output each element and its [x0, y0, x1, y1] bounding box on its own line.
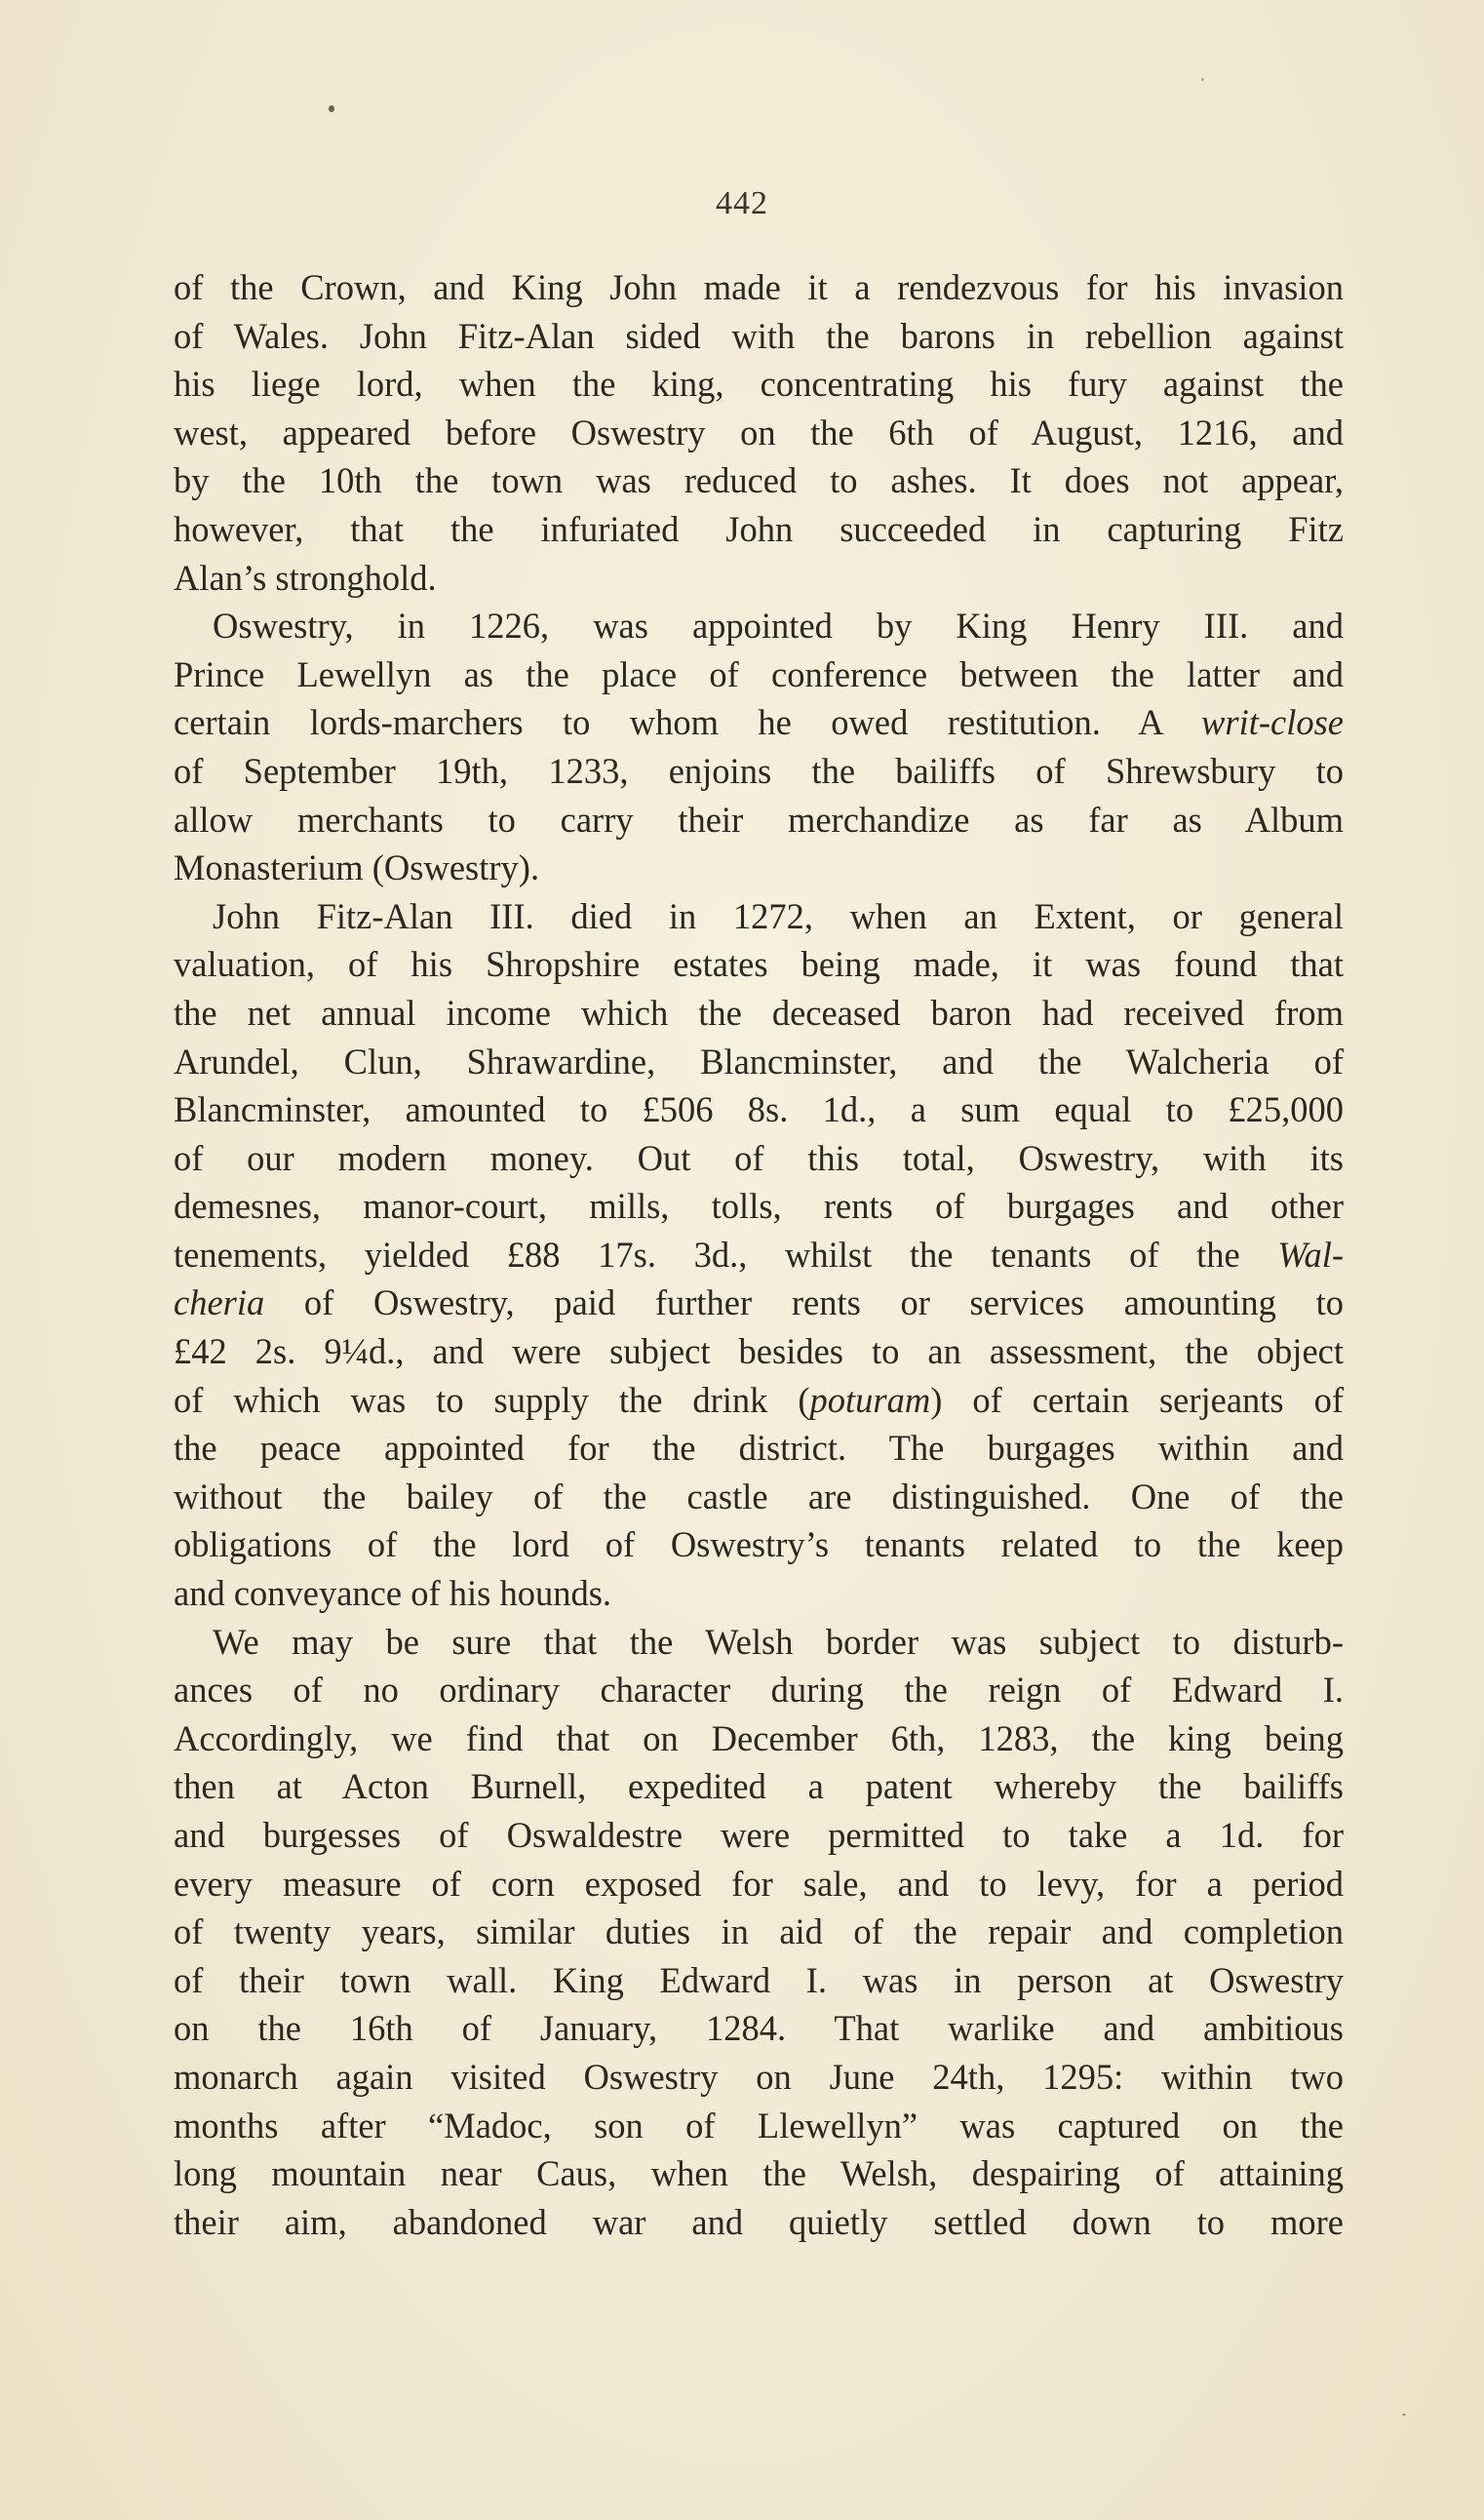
- text-run: demesnes, manor-court, mills, tolls, rents of burgages and other: [174, 1186, 1344, 1227]
- text-run: of twenty years, similar duties in aid of the repair and completion: [174, 1911, 1344, 1952]
- text-run: without the bailey of the castle are distinguished. One of the: [174, 1476, 1344, 1516]
- text-line: [174, 1956, 1344, 2005]
- text-run: £42 2s. 9¼d., and were subject besides to an assessment, the object: [174, 1331, 1344, 1372]
- text-run: his liege lord, when the king, concentrating his fury against the: [174, 364, 1344, 405]
- text-line: [174, 312, 1344, 361]
- text-run: of Oswestry, paid further rents or services amounting to: [264, 1282, 1344, 1323]
- text-run: of which was to supply the drink (: [174, 1379, 810, 1420]
- text-line: [174, 2053, 1344, 2102]
- text-line: [174, 263, 1344, 312]
- text-run: west, appeared before Oswestry on the 6th of August, 1216, and: [174, 412, 1344, 453]
- text-run: monarch again visited Oswestry on June 24th, 1295: within two: [174, 2056, 1344, 2097]
- italic-term: Wal-: [1277, 1234, 1344, 1275]
- text-line: [174, 1811, 1344, 1860]
- text-run: ances of no ordinary character during the reign of Edward I.: [174, 1670, 1344, 1711]
- ink-speck: [329, 105, 334, 112]
- text-line: [174, 650, 1344, 699]
- text-line: [174, 2102, 1344, 2150]
- text-line: [174, 554, 1344, 603]
- text-line: [174, 1038, 1344, 1086]
- text-run: allow merchants to carry their merchandize as far as Album: [174, 799, 1344, 840]
- text-line: [174, 844, 1344, 892]
- text-run: Arundel, Clun, Shrawardine, Blancminster, and the Walcheria of: [174, 1041, 1344, 1082]
- italic-term: writ-close: [1201, 702, 1344, 743]
- italic-term: cheria: [174, 1282, 265, 1323]
- text-line: [174, 1424, 1344, 1473]
- text-run: We may be sure that the Welsh border was subject to disturb-: [213, 1621, 1344, 1662]
- text-run: of their town wall. King Edward I. was in person at Oswestry: [174, 1959, 1344, 2000]
- text-line: [174, 1666, 1344, 1714]
- text-run: however, that the infuriated John succeeded in capturing Fitz: [174, 508, 1344, 549]
- text-line: [174, 1279, 1344, 1327]
- text-line: [174, 1376, 1344, 1425]
- text-run: then at Acton Burnell, expedited a patent whereby the bailiffs: [174, 1766, 1344, 1807]
- italic-term: poturam: [809, 1379, 931, 1420]
- text-line: [174, 989, 1344, 1038]
- text-line: [174, 1327, 1344, 1376]
- text-run: tenements, yielded £88 17s. 3d., whilst the tenants of the: [174, 1234, 1278, 1275]
- text-line: [174, 1231, 1344, 1280]
- text-line: [174, 1134, 1344, 1183]
- text-line: [174, 2004, 1344, 2053]
- text-run: Accordingly, we find that on December 6th, 1283, the king being: [174, 1717, 1344, 1758]
- text-line: [174, 1520, 1344, 1569]
- text-line: [174, 456, 1344, 505]
- text-line: [174, 1085, 1344, 1134]
- text-run: Prince Lewellyn as the place of conference between the latter and: [174, 653, 1344, 694]
- text-line: [174, 1569, 1344, 1618]
- text-run: and burgesses of Oswaldestre were permitted to take a 1d. for: [174, 1815, 1344, 1855]
- text-run: of September 19th, 1233, enjoins the bailiffs of Shrewsbury to: [174, 750, 1344, 791]
- text-line: [174, 2198, 1344, 2247]
- text-line: [174, 602, 1344, 650]
- text-line: [174, 1908, 1344, 1956]
- page-number: 442: [716, 185, 768, 221]
- text-line: [174, 360, 1344, 409]
- text-run: the net annual income which the deceased baron had received from: [174, 992, 1344, 1033]
- text-run: by the 10th the town was reduced to ashes. It does not appear,: [174, 460, 1344, 501]
- text-run: and conveyance of his hounds.: [174, 1573, 612, 1614]
- text-line: [174, 505, 1344, 554]
- text-run: of Wales. John Fitz-Alan sided with the barons in rebellion against: [174, 315, 1344, 356]
- text-run: every measure of corn exposed for sale, and to levy, for a period: [174, 1863, 1344, 1904]
- text-run: their aim, abandoned war and quietly settled down to more: [174, 2201, 1344, 2242]
- text-line: [174, 1762, 1344, 1811]
- text-line: [174, 1618, 1344, 1667]
- text-run: Blancminster, amounted to £506 8s. 1d., a sum equal to £25,000: [174, 1089, 1344, 1130]
- ink-speck: [1402, 2414, 1406, 2416]
- text-run: of the Crown, and King John made it a rendezvous for his invasion: [174, 267, 1344, 307]
- text-run: the peace appointed for the district. The burgages within and: [174, 1428, 1344, 1469]
- text-line: [174, 409, 1344, 457]
- text-run: ) of certain serjeants of: [930, 1379, 1344, 1420]
- text-run: Alan’s stronghold.: [174, 557, 437, 598]
- text-line: [174, 1860, 1344, 1909]
- text-line: [174, 892, 1344, 941]
- ink-speck: [1201, 78, 1204, 81]
- text-line: [174, 698, 1344, 747]
- text-run: of our modern money. Out of this total, Oswestry, with its: [174, 1137, 1344, 1178]
- text-run: obligations of the lord of Oswestry’s tenants related to the keep: [174, 1524, 1344, 1565]
- text-run: months after “Madoc, son of Llewellyn” was captured on the: [174, 2105, 1344, 2146]
- text-line: [174, 1473, 1344, 1521]
- text-run: long mountain near Caus, when the Welsh, despairing of attaining: [174, 2153, 1344, 2194]
- text-run: valuation, of his Shropshire estates being made, it was found that: [174, 944, 1344, 985]
- text-line: [174, 1182, 1344, 1231]
- text-line: [174, 2149, 1344, 2198]
- text-line: [174, 1714, 1344, 1763]
- text-line: [174, 940, 1344, 989]
- text-run: John Fitz-Alan III. died in 1272, when an Extent, or general: [213, 895, 1344, 936]
- text-run: Oswestry, in 1226, was appointed by King Henry III. and: [213, 606, 1344, 647]
- text-run: Monasterium (Oswestry).: [174, 847, 540, 888]
- text-line: [174, 796, 1344, 845]
- text-run: on the 16th of January, 1284. That warlike and ambitious: [174, 2008, 1344, 2049]
- text-line: [174, 747, 1344, 796]
- body-text: [174, 263, 1344, 2246]
- text-run: certain lords-marchers to whom he owed restitution. A: [174, 702, 1202, 743]
